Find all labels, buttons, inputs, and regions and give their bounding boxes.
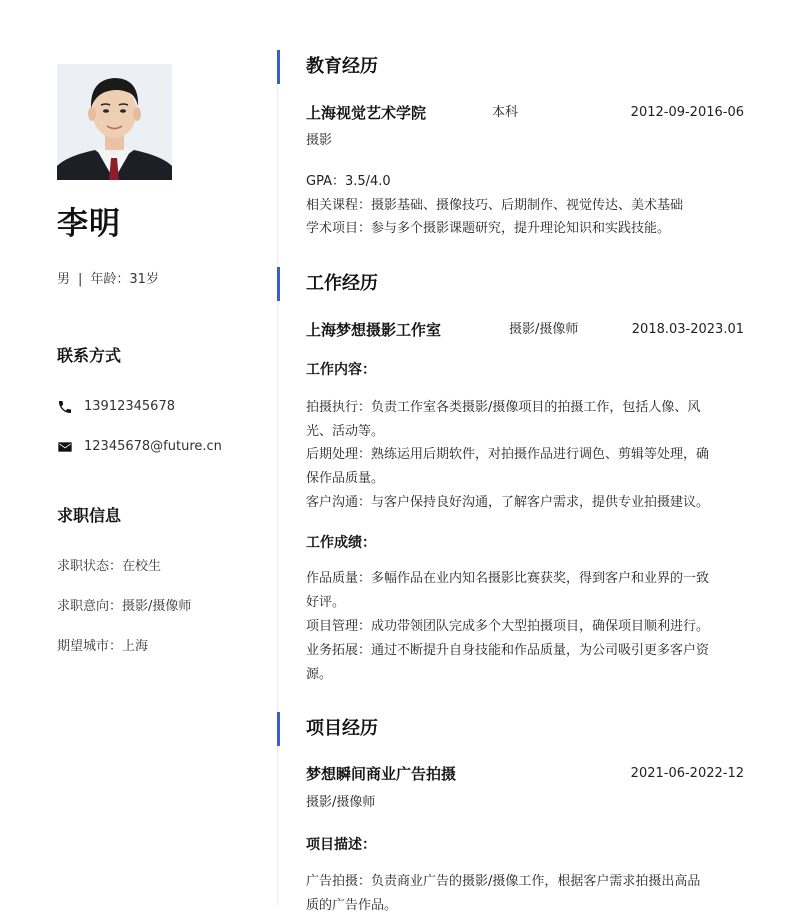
education-date: 2012-09-2016-06 <box>630 105 744 120</box>
list-item: 后期处理：熟练运用后期软件，对拍摄作品进行调色、剪辑等处理，确 <box>306 447 710 462</box>
job-city: 期望城市：上海 <box>57 639 149 654</box>
project-row <box>306 763 744 785</box>
project-date: 2021-06-2022-12 <box>630 766 744 781</box>
company-name: 上海梦想摄影工作室 <box>306 321 442 339</box>
work-title: 工作经历 <box>306 273 378 294</box>
list-item: 源。 <box>306 667 333 682</box>
list-item: 广告拍摄：负责商业广告的摄影/摄像工作，根据客户需求拍摄出高品 <box>306 874 701 889</box>
phone-number[interactable]: 13912345678 <box>84 399 175 414</box>
phone-icon <box>57 399 73 415</box>
list-item: 质的广告作品。 <box>306 898 398 913</box>
project-name: 梦想瞬间商业广告拍摄 <box>306 765 457 783</box>
profile-photo <box>57 64 172 180</box>
job-intent: 求职意向：摄影/摄像师 <box>57 599 192 614</box>
education-title: 教育经历 <box>306 56 378 77</box>
list-item: 拍摄执行：负责工作室各类摄影/摄像项目的拍摄工作，包括人像、风 <box>306 400 701 415</box>
portrait-image <box>57 64 172 180</box>
section-accent-bar <box>277 712 280 746</box>
work-achievements-title: 工作成绩： <box>306 535 376 551</box>
project-title: 项目经历 <box>306 718 378 739</box>
email-row <box>57 436 222 458</box>
sidebar <box>0 0 277 905</box>
academic-projects: 学术项目：参与多个摄影课题研究，提升理论知识和实践技能。 <box>306 221 671 236</box>
list-item: 客户沟通：与客户保持良好沟通，了解客户需求，提供专业拍摄建议。 <box>306 495 710 510</box>
major: 摄影 <box>306 133 333 148</box>
main-content <box>277 0 800 913</box>
list-item: 作品质量：多幅作品在业内知名摄影比赛获奖，得到客户和业界的一致 <box>306 571 710 586</box>
education-row <box>306 102 744 124</box>
work-date: 2018.03-2023.01 <box>631 322 744 337</box>
list-item: 业务拓展：通过不断提升自身技能和作品质量，为公司吸引更多客户资 <box>306 643 710 658</box>
project-role: 摄影/摄像师 <box>306 795 376 810</box>
work-section-header <box>277 267 744 301</box>
work-role: 摄影/摄像师 <box>509 322 579 337</box>
basic-info <box>57 269 159 291</box>
list-item: 保作品质量。 <box>306 471 385 486</box>
info-separator: | <box>78 272 83 287</box>
section-accent-bar <box>277 267 280 301</box>
work-row <box>306 319 744 341</box>
list-item: 光、活动等。 <box>306 424 385 439</box>
school-name: 上海视觉艺术学院 <box>306 104 427 122</box>
section-accent-bar <box>277 50 280 84</box>
project-section-header <box>277 712 744 746</box>
project-desc-title: 项目描述： <box>306 837 376 853</box>
list-item: 项目管理：成功带领团队完成多个大型拍摄项目，确保项目顺利进行。 <box>306 619 710 634</box>
work-content-title: 工作内容： <box>306 362 376 378</box>
courses: 相关课程：摄影基础、摄像技巧、后期制作、视觉传达、美术基础 <box>306 198 684 213</box>
phone-row <box>57 396 175 418</box>
gpa: GPA：3.5/4.0 <box>306 174 391 189</box>
age: 年龄：31岁 <box>90 272 159 287</box>
degree: 本科 <box>492 105 519 120</box>
gender: 男 <box>57 272 71 287</box>
education-section-header <box>277 50 744 84</box>
mail-icon <box>57 439 73 455</box>
contact-section-title: 联系方式 <box>57 346 122 365</box>
list-item: 好评。 <box>306 595 346 610</box>
email-address[interactable]: 12345678@future.cn <box>84 439 222 454</box>
job-section-title: 求职信息 <box>57 506 122 525</box>
job-status: 求职状态：在校生 <box>57 559 162 574</box>
candidate-name: 李明 <box>57 206 121 242</box>
